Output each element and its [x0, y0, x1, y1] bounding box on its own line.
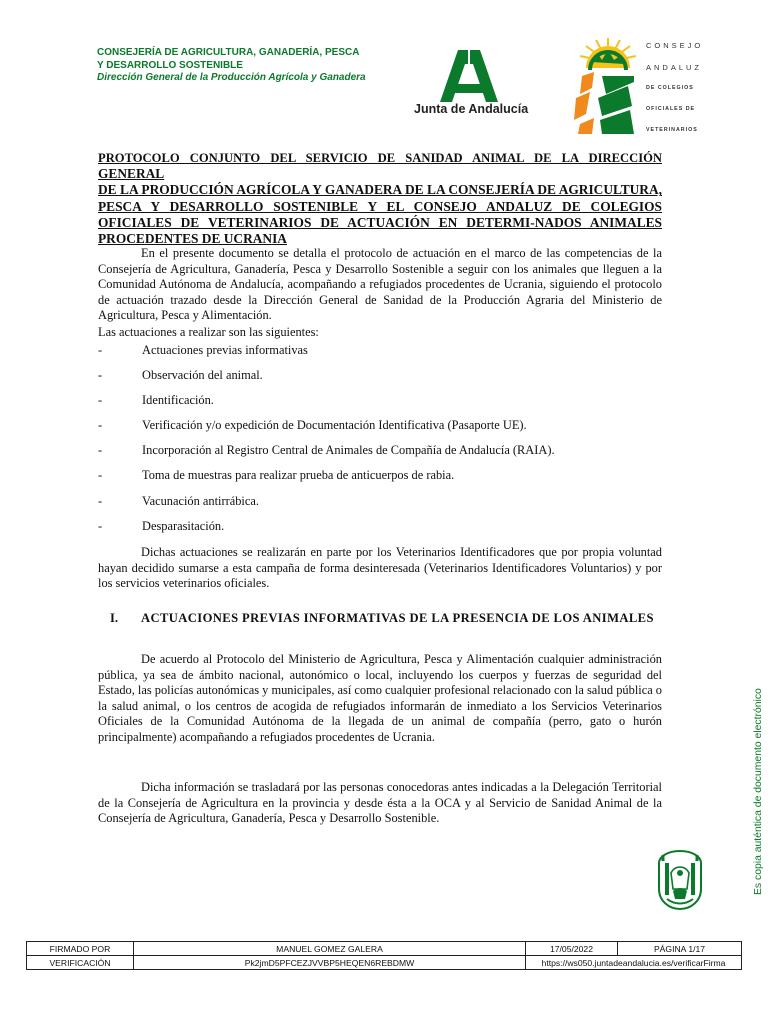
department-line-3: Dirección General de la Producción Agrícola y Ganadera — [97, 72, 366, 83]
list-lead: Las actuaciones a realizar son las siguientes: — [98, 325, 319, 339]
signature-date: 17/05/2022 — [526, 942, 618, 956]
title-rest: DE LA PRODUCCIÓN AGRÍCOLA Y GANADERA DE LA CONSEJERÍA DE AGRICULTURA, PESCA Y DESARROLLO SOSTENIBLE Y EL CONSEJO ANDALUZ DE COLEGIOS OFICIALES DE VETERINARIOS DE ACTUACIÓN EN DETERMI-NADOS ANIMALES PROCEDENTES DE UCRANIA — [98, 182, 662, 247]
verification-url[interactable]: https://ws050.juntadeandalucia.es/verificarFirma — [526, 956, 742, 970]
document-title — [98, 150, 662, 247]
section-paragraph-2: Dicha información se trasladará por las personas conocedoras antes indicadas a la Delegación Territorial de la Consejería de Agricultura en la provincia y desde ésta a la OCA y al Servicio de Sanidad Animal de la Consejería de Agricultura, Ganadería, Pesca y Desarrollo Sostenible. — [98, 780, 662, 826]
intro-paragraph: En el presente documento se detalla el protocolo de actuación en el marco de las competencias de la Consejería de Agricultura, Ganadería, Pesca y Desarrollo Sostenible a seguir con los animales que lleguen a la Comunidad Autónoma de Andalucía, acompañando a refugiados procedentes de Ucrania, siguiendo el protocolo de actuación trazado desde la Dirección General de Sanidad de la Producción Agraria del Ministerio de Agricultura, Pesca y Alimentación. — [98, 246, 662, 323]
verificacion-label: VERIFICACIÓN — [27, 956, 134, 970]
list-item: Desparasitación. — [142, 519, 225, 533]
junta-andalucia-wordmark: Junta de Andalucía — [414, 102, 529, 116]
consejo-word-2: ANDALUZ — [646, 63, 703, 72]
consejo-word-4: OFICIALES DE — [646, 106, 696, 112]
section-heading: ACTUACIONES PREVIAS INFORMATIVAS DE LA PRESENCIA DE LOS ANIMALES — [141, 611, 654, 625]
page-indicator: PÁGINA 1/17 — [618, 942, 742, 956]
consejo-word-1: CONSEJO — [646, 41, 704, 50]
section-paragraph-1: De acuerdo al Protocolo del Ministerio de Agricultura, Pesca y Alimentación cualquier administración pública, ya sea de ámbito nacional, autonómico o local, incluyendo los cuerpos y fuerzas de seguridad del Estado, las policías autonómicas y municipales, así como cualquier profesional relacionado con la salud pública o la salud animal, o los centros de acogida de refugiados informarán de inmediato a los Servicios Veterinarios Oficiales de la Comunidad Autónoma de la llegada de un animal de compañía (perro, gato o hurón principalmente) acompañando a refugiados procedentes de Ucrania. — [98, 652, 662, 744]
list-item: Identificación. — [142, 393, 214, 407]
list-item: Observación del animal. — [142, 368, 263, 382]
list-item: Actuaciones previas informativas — [142, 343, 308, 357]
closing-paragraph: Dichas actuaciones se realizarán en parte por los Veterinarios Identificadores que por propia voluntad hayan decidido sumarse a esta campaña de forma desinteresada (Veterinarios Identificadores Voluntarios) y por los servicios veterinarios oficiales. — [98, 545, 662, 591]
verification-code: Pk2jmD5PFCEZJVVBP5HEQEN6REBDMW — [134, 956, 526, 970]
title-line-1-end: GENERAL — [98, 166, 165, 182]
consejo-word-3: DE COLEGIOS — [646, 85, 694, 91]
department-line-1: CONSEJERÍA DE AGRICULTURA, GANADERÍA, PESCA — [97, 47, 360, 58]
list-dash: - — [98, 368, 103, 382]
list-item: Vacunación antirrábica. — [142, 494, 259, 508]
list-dash: - — [98, 494, 103, 508]
list-dash: - — [98, 443, 103, 457]
andalucia-seal-icon — [655, 849, 705, 911]
title-line-1: PROTOCOLO CONJUNTO DEL SERVICIO DE SANIDAD ANIMAL DE LA DIRECCIÓN — [98, 151, 662, 165]
list-item: Verificación y/o expedición de Documentación Identificativa (Pasaporte UE). — [142, 418, 527, 432]
list-dash: - — [98, 343, 103, 357]
department-header — [97, 47, 366, 85]
department-line-2: Y DESARROLLO SOSTENIBLE — [97, 59, 243, 71]
authentic-copy-note: Es copia auténtica de documento electrónico — [753, 688, 764, 895]
consejo-word-5: VETERINARIOS — [646, 127, 698, 133]
junta-andalucia-logo — [438, 48, 500, 103]
consejo-andaluz-logo — [572, 36, 644, 136]
list-dash: - — [98, 519, 103, 533]
signer-name: MANUEL GOMEZ GALERA — [134, 942, 526, 956]
list-item: Toma de muestras para realizar prueba de anticuerpos de rabia. — [142, 468, 455, 482]
list-dash: - — [98, 393, 103, 407]
firmado-label: FIRMADO POR — [27, 942, 134, 956]
list-item: Incorporación al Registro Central de Animales de Compañía de Andalucía (RAIA). — [142, 443, 555, 457]
list-dash: - — [98, 418, 103, 432]
section-number: I. — [110, 611, 119, 625]
signature-footer — [26, 941, 742, 970]
list-dash: - — [98, 468, 103, 482]
